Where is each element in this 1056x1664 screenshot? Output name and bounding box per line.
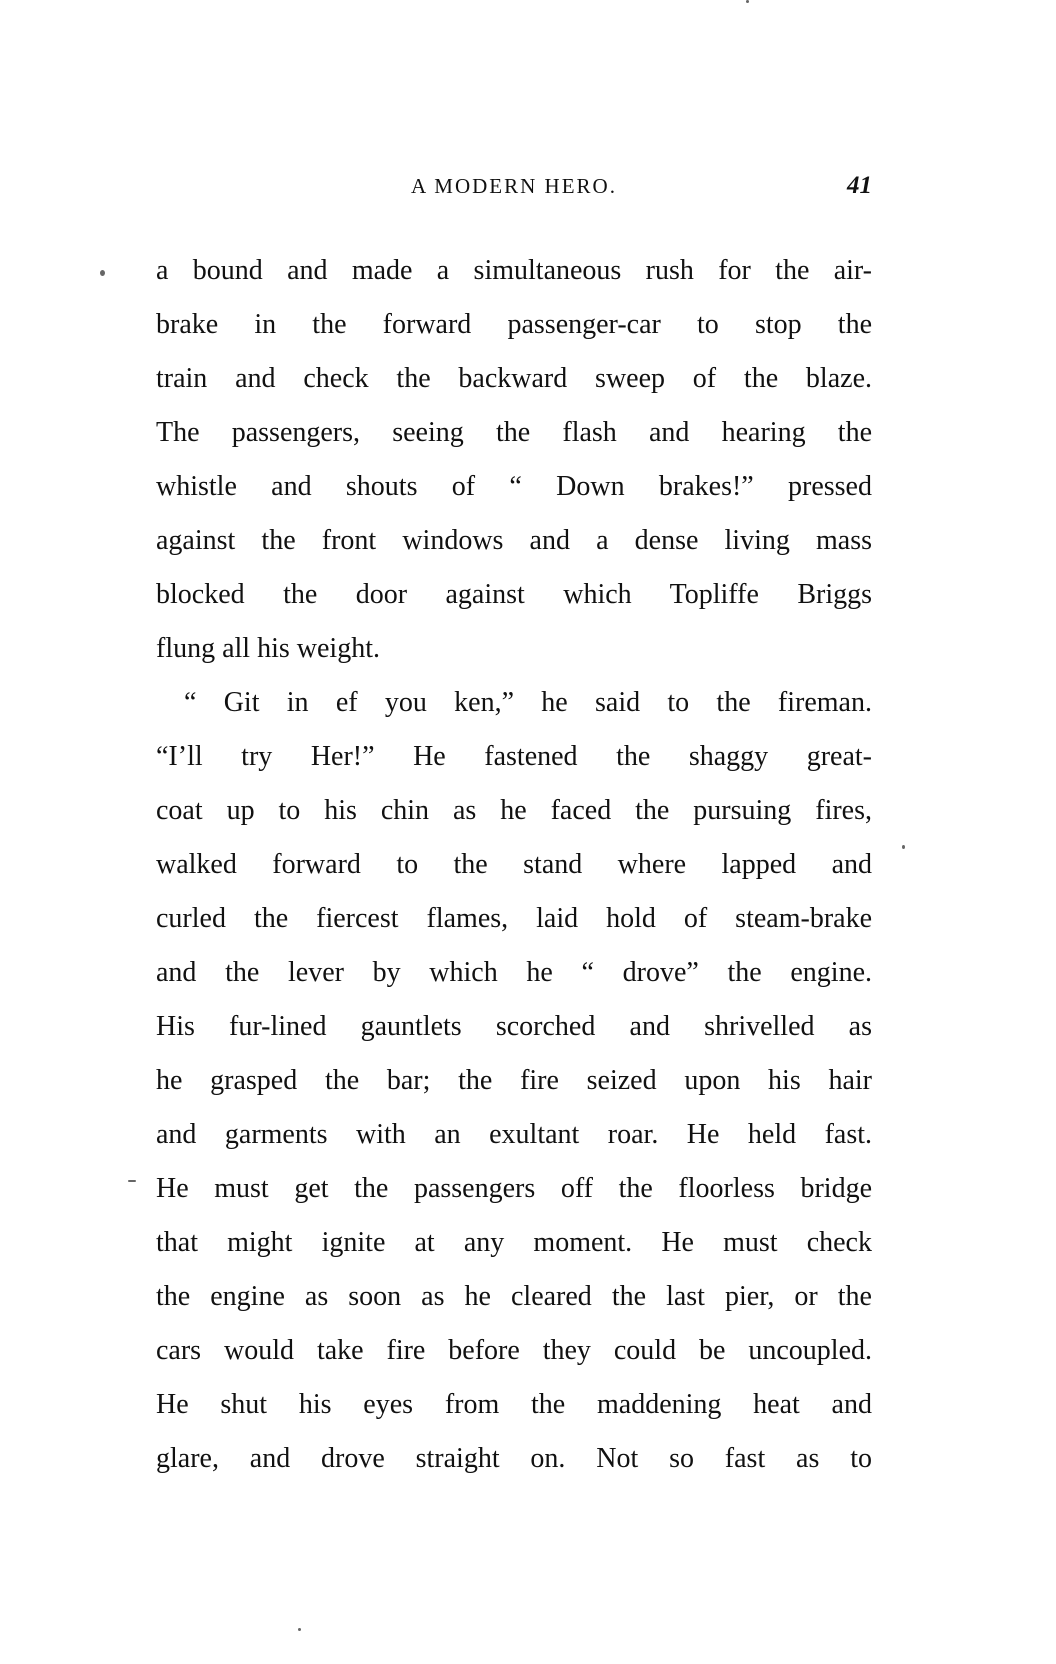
- text-line: that might ignite at any moment. He must check: [156, 1227, 872, 1258]
- text-line: brake in the forward passenger-car to stop the: [156, 309, 872, 340]
- text-line: walked forward to the stand where lapped and: [156, 849, 872, 880]
- scan-speck: [902, 845, 905, 849]
- text-line: the engine as soon as he cleared the last pier, or the: [156, 1281, 872, 1312]
- text-line: a bound and made a simultaneous rush for the air-: [156, 255, 872, 286]
- text-line: and the lever by which he “ drove” the engine.: [156, 957, 872, 988]
- text-line: he grasped the bar; the fire seized upon his hair: [156, 1065, 872, 1096]
- text-line: The passengers, seeing the flash and hearing the: [156, 417, 872, 448]
- running-head: [156, 172, 872, 208]
- scan-speck: [100, 270, 105, 276]
- page-number: 41: [847, 172, 872, 199]
- scan-speck: [298, 1628, 301, 1631]
- text-line: whistle and shouts of “ Down brakes!” pressed: [156, 471, 872, 502]
- scan-speck: [128, 1180, 136, 1182]
- text-line: He shut his eyes from the maddening heat and: [156, 1389, 872, 1420]
- text-line: glare, and drove straight on. Not so fast as to: [156, 1443, 872, 1474]
- running-title: A MODERN HERO.: [411, 174, 617, 198]
- text-line: blocked the door against which Topliffe Briggs: [156, 579, 872, 610]
- text-line: coat up to his chin as he faced the pursuing fires,: [156, 795, 872, 826]
- text-line: He must get the passengers off the floorless bridge: [156, 1173, 872, 1204]
- text-line: flung all his weight.: [156, 633, 380, 664]
- text-line: His fur-lined gauntlets scorched and shrivelled as: [156, 1011, 872, 1042]
- text-line: curled the fiercest flames, laid hold of steam-brake: [156, 903, 872, 934]
- text-line: cars would take fire before they could be uncoupled.: [156, 1335, 872, 1366]
- text-line: against the front windows and a dense living mass: [156, 525, 872, 556]
- text-line: train and check the backward sweep of the blaze.: [156, 363, 872, 394]
- text-line: and garments with an exultant roar. He held fast.: [156, 1119, 872, 1150]
- body-text: [156, 244, 872, 1486]
- text-line: “ Git in ef you ken,” he said to the fireman.: [184, 687, 872, 718]
- scan-speck: [746, 0, 749, 3]
- text-line: “I’ll try Her!” He fastened the shaggy great-: [156, 741, 872, 772]
